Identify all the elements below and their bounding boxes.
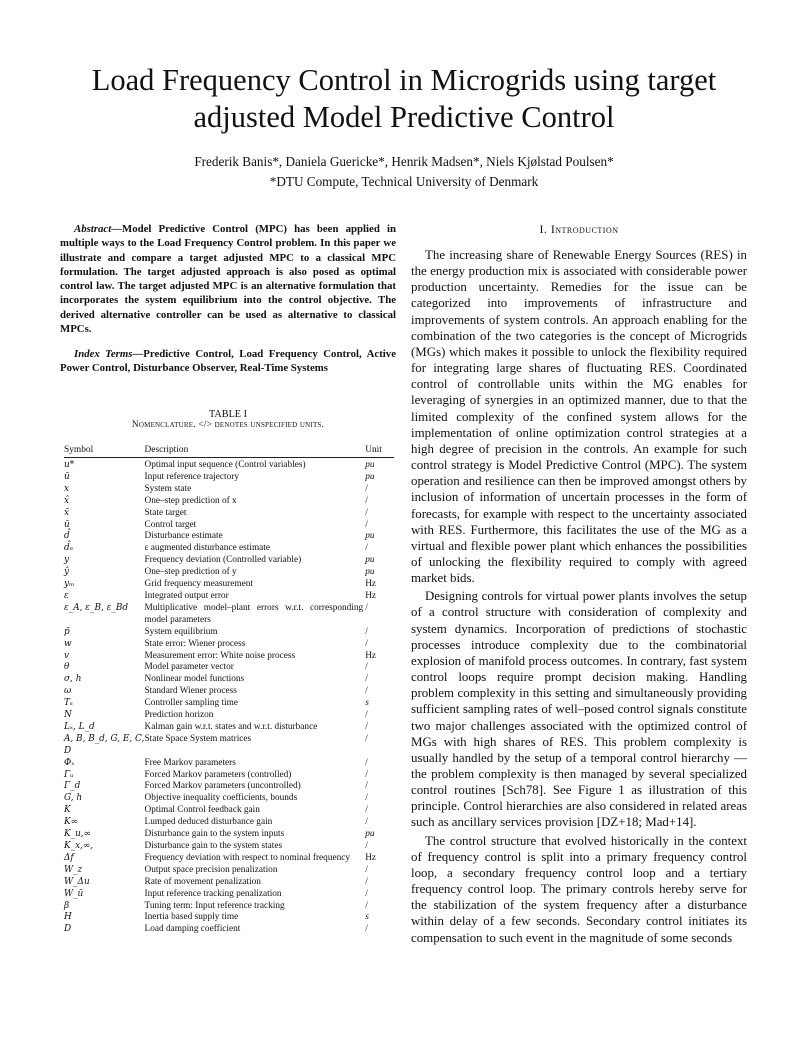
cell-description: One–step prediction of x bbox=[144, 495, 237, 506]
affiliation: *DTU Compute, Technical University of Denmark bbox=[269, 174, 539, 189]
cell-symbol: w bbox=[64, 638, 72, 649]
table-row bbox=[64, 543, 394, 555]
table-row bbox=[64, 829, 394, 841]
cell-description: Rate of movement penalization bbox=[144, 876, 261, 887]
cell-symbol: ū bbox=[64, 519, 70, 530]
table-row bbox=[64, 496, 394, 508]
cell-unit: / bbox=[365, 543, 368, 554]
table-row bbox=[64, 841, 394, 853]
cell-description: Standard Wiener process bbox=[144, 686, 237, 697]
cell-unit: / bbox=[365, 626, 368, 637]
cell-description: Kalman gain w.r.t. states and w.r.t. disturbance bbox=[144, 721, 318, 732]
cell-unit: / bbox=[365, 793, 368, 804]
cell-symbol: β bbox=[64, 900, 70, 911]
table-row bbox=[64, 508, 394, 520]
cell-description: Measurement error: White noise process bbox=[144, 650, 296, 661]
cell-symbol: ω bbox=[64, 686, 72, 697]
cell-symbol: Φₓ bbox=[64, 757, 75, 768]
cell-unit: s bbox=[365, 912, 369, 923]
cell-symbol: ε bbox=[64, 590, 69, 601]
cell-description: Load damping coefficient bbox=[144, 924, 241, 935]
cell-description: Frequency deviation (Controlled variable) bbox=[144, 555, 302, 566]
index-terms-label: Index Terms bbox=[74, 348, 133, 360]
table-row bbox=[64, 639, 394, 651]
cell-unit: / bbox=[365, 841, 368, 851]
header-unit: Unit bbox=[365, 445, 382, 455]
cell-description: One–step prediction of y bbox=[144, 567, 237, 578]
cell-unit: Hz bbox=[365, 590, 377, 601]
cell-unit: / bbox=[365, 710, 368, 721]
table-row bbox=[64, 698, 394, 710]
cell-unit: / bbox=[365, 769, 368, 780]
table-row bbox=[64, 817, 394, 829]
table-row bbox=[64, 865, 394, 877]
cell-unit: / bbox=[365, 495, 368, 506]
cell-symbol: D bbox=[64, 924, 72, 935]
cell-description: Frequency deviation with respect to nominal frequency bbox=[144, 852, 351, 863]
table-row bbox=[64, 781, 394, 793]
cell-description: Inertia based supply time bbox=[144, 912, 239, 923]
cell-symbol: x̄ bbox=[64, 507, 70, 518]
cell-symbol: x bbox=[64, 483, 70, 494]
table-row bbox=[64, 603, 394, 627]
cell-unit: / bbox=[365, 662, 368, 673]
cell-unit: pu bbox=[365, 471, 375, 482]
cell-description: Optimal input sequence (Control variables) bbox=[144, 460, 306, 470]
cell-description: ε augmented disturbance estimate bbox=[144, 543, 271, 554]
cell-description: State Space System matrices bbox=[144, 733, 252, 744]
header-symbol: Symbol bbox=[64, 445, 94, 455]
cell-unit: pu bbox=[365, 460, 375, 470]
section-number: I. bbox=[539, 222, 548, 236]
cell-description: Forced Markov parameters (uncontrolled) bbox=[144, 781, 301, 792]
cell-description: Lumped deduced disturbance gain bbox=[144, 817, 273, 828]
cell-description: State error: Wiener process bbox=[144, 638, 246, 649]
table-row bbox=[64, 710, 394, 722]
table-row bbox=[64, 877, 394, 889]
cell-description: Free Markov parameters bbox=[144, 757, 236, 768]
cell-unit: / bbox=[365, 817, 368, 828]
table-row bbox=[64, 555, 394, 567]
cell-unit: pu bbox=[365, 567, 375, 578]
section-title: Introduction bbox=[550, 222, 619, 236]
cell-symbol: v bbox=[64, 650, 70, 661]
table-label: TABLE I bbox=[209, 409, 247, 420]
cell-symbol: N bbox=[64, 710, 72, 721]
cell-symbol: θ bbox=[64, 662, 70, 673]
cell-description: Optimal Control feedback gain bbox=[144, 805, 260, 816]
nomenclature-rows bbox=[64, 460, 394, 936]
cell-description: Multiplicative model–plant errors w.r.t. corresponding model parameters bbox=[144, 602, 364, 625]
cell-description: Integrated output error bbox=[144, 590, 229, 601]
table-row bbox=[64, 734, 394, 758]
cell-symbol: d̂ bbox=[64, 531, 70, 542]
cell-unit: / bbox=[365, 602, 368, 613]
cell-symbol: σ, h bbox=[64, 674, 82, 685]
cell-symbol: Tₛ bbox=[64, 698, 73, 709]
cell-symbol: u* bbox=[64, 460, 75, 470]
cell-symbol: W_z bbox=[64, 864, 83, 875]
table-row bbox=[64, 567, 394, 579]
cell-description: Input reference tracking penalization bbox=[144, 888, 282, 899]
table-row bbox=[64, 579, 394, 591]
cell-unit: / bbox=[365, 721, 368, 732]
authors: Frederik Banis*, Daniela Guericke*, Henrik Madsen*, Niels Kjølstad Poulsen* bbox=[194, 154, 614, 169]
cell-unit: / bbox=[365, 876, 368, 887]
cell-symbol: K bbox=[64, 805, 71, 816]
cell-description: Objective inequality coefficients, bounds bbox=[144, 793, 298, 804]
table-row bbox=[64, 853, 394, 865]
cell-description: System equilibrium bbox=[144, 626, 218, 637]
cell-unit: / bbox=[365, 757, 368, 768]
cell-symbol: Δf bbox=[64, 852, 74, 863]
cell-symbol: d̂ₑ bbox=[64, 543, 74, 554]
introduction-body bbox=[411, 247, 747, 948]
cell-description: Output space precision penalization bbox=[144, 864, 278, 875]
table-row bbox=[64, 758, 394, 770]
table-row bbox=[64, 793, 394, 805]
cell-unit: / bbox=[365, 781, 368, 792]
cell-description: Disturbance gain to the system inputs bbox=[144, 829, 285, 840]
cell-unit: / bbox=[365, 864, 368, 875]
cell-description: Controller sampling time bbox=[144, 698, 238, 709]
intro-paragraph: The control structure that evolved historically in the context of frequency control is split into a primary frequency control loop, a secondary frequency control loop and a tertiary frequency control loop. The primary controls hereby serve for the stabilization of the system frequency after a disturbance within delay of a few seconds. Secondary control initiates its compensation to such event in the magnitude of some seconds bbox=[411, 833, 747, 945]
table-row bbox=[64, 722, 394, 734]
cell-symbol: W_ū bbox=[64, 888, 84, 899]
table-row bbox=[64, 651, 394, 663]
cell-description: Control target bbox=[144, 519, 197, 530]
cell-symbol: A, B, B_d, G, E, C, D bbox=[64, 733, 145, 756]
table-row bbox=[64, 472, 394, 484]
cell-symbol: K_u,∞ bbox=[64, 829, 91, 840]
table-header bbox=[64, 445, 394, 457]
cell-symbol: ū bbox=[64, 471, 70, 482]
cell-description: Disturbance gain to the system states bbox=[144, 841, 283, 851]
table-row bbox=[64, 901, 394, 913]
cell-symbol: K∞ bbox=[64, 817, 79, 828]
table-row bbox=[64, 520, 394, 532]
cell-symbol: yₘ bbox=[64, 579, 75, 590]
cell-description: Nonlinear model functions bbox=[144, 674, 245, 685]
table-row bbox=[64, 484, 394, 496]
title-line-1: Load Frequency Control in Microgrids using target bbox=[91, 63, 717, 97]
cell-unit: / bbox=[365, 733, 368, 744]
abstract bbox=[60, 222, 396, 336]
cell-unit: / bbox=[365, 686, 368, 697]
cell-description: Input reference trajectory bbox=[144, 471, 239, 482]
cell-unit: / bbox=[365, 888, 368, 899]
table-row bbox=[64, 912, 394, 924]
cell-symbol: Γᵤ bbox=[64, 769, 74, 780]
abstract-text: —Model Predictive Control (MPC) has been applied in multiple ways to the Load Frequency Control problem. In this paper we illustrate and compare a target adjusted MPC to a classical MPC formulation. The target adjusted approach is also posed as optimal control law. The target adjusted MPC is an alternative formulation that incorporates the system equilibrium into the control objective. The derived alternative controller can be used as alternative to classical MPCs. bbox=[60, 223, 396, 336]
cell-symbol: x̂ bbox=[64, 495, 70, 506]
cell-symbol: p̄ bbox=[64, 626, 70, 637]
cell-description: State target bbox=[144, 507, 187, 518]
section-heading bbox=[411, 222, 747, 237]
cell-description: Prediction horizon bbox=[144, 710, 214, 721]
cell-unit: / bbox=[365, 519, 368, 530]
cell-unit: s bbox=[365, 698, 369, 709]
cell-symbol: y bbox=[64, 555, 70, 566]
cell-symbol: K_x,∞, bbox=[64, 841, 94, 851]
table-row bbox=[64, 662, 394, 674]
cell-description: Forced Markov parameters (controlled) bbox=[144, 769, 292, 780]
intro-paragraph: Designing controls for virtual power plants involves the setup of a control structure with consideration of complexity and system dynamics. Incorporation of predictions of stochastic processes introduce complexity due to the combinatorial explosion of manifold process outcomes. In contrary, fast system control loops require prompt decision making. Handling problem complexity in this setting and simultaneously providing sufficient sampling rates of well–posed control signals constitute two major challenges associated with the optimized control of MGs with high shares of RES. This problem complexity is usually handled by the setup of a temporal control hierarchy — the problem complexity is then managed by several specialized control routines [Sch78]. See Figure 1 as illustration of this principle. Control hierarchies are also considered in related areas such as ancillary services provision [DZ+18; Mad+14]. bbox=[411, 589, 747, 830]
cell-description: Grid frequency measurement bbox=[144, 579, 253, 590]
cell-description: Model parameter vector bbox=[144, 662, 234, 673]
cell-symbol: Lₓ, L_d bbox=[64, 721, 95, 732]
table-row bbox=[64, 805, 394, 817]
table-row bbox=[64, 674, 394, 686]
cell-description: Tuning term: Input reference tracking bbox=[144, 900, 285, 911]
index-terms bbox=[60, 347, 396, 376]
cell-description: System state bbox=[144, 483, 192, 494]
cell-unit: Hz bbox=[365, 579, 377, 590]
cell-unit: / bbox=[365, 483, 368, 494]
table-row bbox=[64, 591, 394, 603]
cell-symbol: Γ_d bbox=[64, 781, 81, 792]
cell-symbol: W_Δu bbox=[64, 876, 90, 887]
cell-symbol: G, h bbox=[64, 793, 83, 804]
cell-unit: / bbox=[365, 924, 368, 935]
table-rule bbox=[64, 457, 394, 458]
table-row bbox=[64, 889, 394, 901]
intro-paragraph: The increasing share of Renewable Energy Sources (RES) in the energy production mix is associated with considerable power production uncertainty. Remedies for the issue can be categorized into improvements of infrastructure and improvements of system controls. An approach enabling for the combination of the two categories is the concept of Microgrids (MGs) which makes it possible to unlock the flexibility required for integrating large shares of fluctuating RES. Coordinated control of controllable units within the MG enables for leveraging of synergies in an optimized manner, due to that the limited complexity of the confined system allows for the implementation of online optimization control strategies at a high degree of precision in the controls. An example for such control strategy is Model Predictive Control (MPC). The system operation and resilience can then be improved amongst others by inclusion of information of uncertain processes in the form of forecasts, for example with respect to the uncertainty associated with RES. Furthermore, this facilitates the use of the MG as a virtual and flexible power plant which enhances the possibilities of unlocking the flexibility required to comply with agreed market bids. bbox=[411, 248, 747, 586]
cell-symbol: ε_A, ε_B, ε_Bd bbox=[64, 602, 129, 613]
cell-unit: Hz bbox=[365, 650, 377, 661]
cell-symbol: H bbox=[64, 912, 72, 923]
table-caption: Nomenclature. </> denotes unspecified units. bbox=[131, 420, 325, 430]
index-terms-text: —Predictive Control, Load Frequency Control, Active Power Control, Disturbance Observer, Real-Time Systems bbox=[60, 348, 396, 375]
cell-unit: / bbox=[365, 507, 368, 518]
table-row bbox=[64, 770, 394, 782]
paper-title bbox=[40, 62, 768, 136]
table-row bbox=[64, 686, 394, 698]
cell-unit: pu bbox=[365, 531, 375, 542]
cell-unit: / bbox=[365, 900, 368, 911]
table-row bbox=[64, 627, 394, 639]
title-line-2: adjusted Model Predictive Control bbox=[193, 100, 615, 134]
cell-description: Disturbance estimate bbox=[144, 531, 223, 542]
cell-unit: pu bbox=[365, 555, 375, 566]
cell-unit: / bbox=[365, 638, 368, 649]
table-row bbox=[64, 924, 394, 936]
header-description: Description bbox=[144, 445, 189, 455]
cell-unit: / bbox=[365, 674, 368, 685]
cell-unit: Hz bbox=[365, 852, 377, 863]
cell-unit: pu bbox=[365, 829, 375, 840]
cell-symbol: ŷ bbox=[64, 567, 70, 578]
abstract-label: Abstract bbox=[74, 223, 112, 235]
cell-unit: / bbox=[365, 805, 368, 816]
table-row bbox=[64, 460, 394, 472]
table-row bbox=[64, 531, 394, 543]
